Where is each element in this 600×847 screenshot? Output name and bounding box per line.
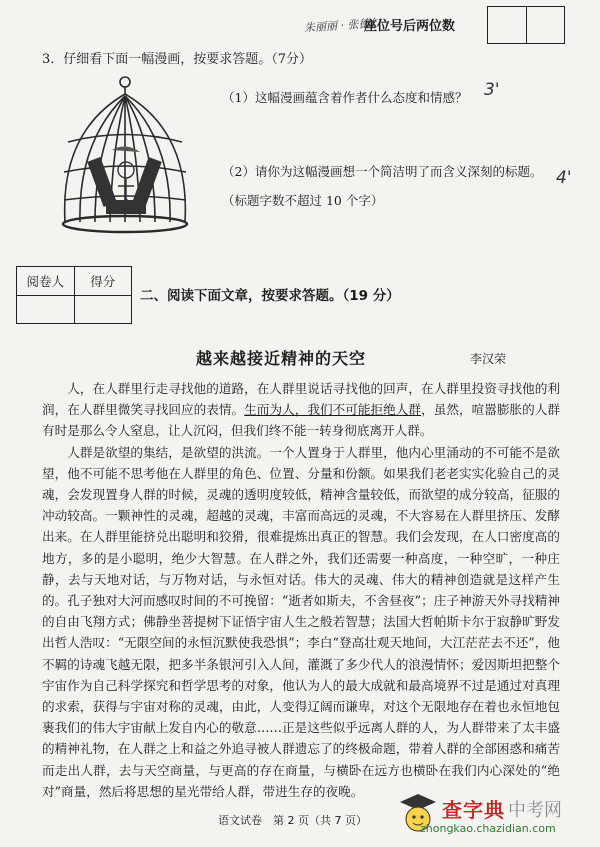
site-watermark-logo (380, 788, 598, 844)
article-body (42, 378, 560, 802)
question-3-part-1: （1）这幅漫画蕴含着作者什么态度和情感？ (222, 90, 468, 105)
seat-number-box[interactable] (487, 6, 565, 44)
article-author: 李汉荣 (470, 352, 507, 366)
reviewer-cell[interactable] (17, 295, 75, 324)
question-3-prompt: 3．仔细看下面一幅漫画，按要求答题。（7分） (42, 52, 313, 67)
seat-number-label: 座位号后两位数 (364, 19, 456, 34)
seat-digit-cell[interactable] (527, 7, 565, 43)
handwritten-score-1: 3' (484, 80, 500, 100)
handwritten-names: 朱丽丽 · 张德仁 (303, 16, 381, 35)
section-2-heading: 二、阅读下面文章，按要求答题。（19 分） (140, 288, 400, 304)
article-paragraph-2: 人群是欲望的集结，是欲望的洪流。一个人置身于人群里，他内心里涌动的不可能不是欲望，他不可能不思考他在人群里的角色、位置、分量和份额。如果我们老老实实化验自己的灵魂，会发现置身人群的时候，灵魂的透明度较低，精神含量较低，而欲望的成分较高，征服的冲动较高。一颗神性的灵魂，超越的灵魂，丰富而高远的灵魂，不大容易在人群里挤压、发酵出来。在人群里能挤兑出聪明和狡猾，很难提炼出真正的智慧。我们会发现，在人口密度高的地方，多的是小聪明，绝少大智慧。在人群之外，我们还需要一种高度，一种空旷，一种庄静，去与天地对话，与万物对话，与永恒对话。伟大的灵魂、伟大的精神创造就是这样产生的。孔子独对大河而感叹时间的不可挽留：“逝者如斯夫，不舍昼夜”；庄子神游天外寻找精神的自由飞翔方式；佛静坐菩提树下证悟宇宙人生之般若智慧；法国大哲帕斯卡尔于寂静旷野发出哲人浩叹：“无限空间的永恒沉默使我恐惧”；李白“登高壮观天地间，大江茫茫去不还”，他不羁的诗魂飞越无限，把多半条银河引入人间，灌溉了多少代人的浪漫情怀；爱因斯坦把整个宇宙作为自己科学探究和哲学思考的对象，他认为人的最大成就和最高境界不过是通过对真理的求索，获得与宇宙对称的灵魂，由此，人变得辽阔而谦卑，对这个无限地存在着也永恒地包裹我们的伟大宇宙献上发自内心的敬意……正是这些似乎远离人群的人，为人群带来了太丰盛的精神礼物，在人群之上和益之外追寻被人群遗忘了的终极命题，带着人群的全部困惑和痛苦而走出人群，去与天空商量，与更高的存在商量，与横卧在远方也横卧在我们内心深处的“绝对”商量，然后将思想的星光带给人群，带进生存的夜晚。 (42, 444, 560, 799)
seat-digit-cell[interactable] (488, 7, 527, 43)
handwritten-score-2: 4' (556, 168, 572, 188)
paragraph-1-text: 人，在人群里行走寻找他的道路，在人群里说话寻找他的回声，在人群里投资寻找他的利润，在人群里微笑寻找回应的表情。 (42, 381, 560, 418)
page-footer: 语文试卷 第 2 页（共 7 页） (218, 814, 367, 827)
article-paragraph-1 (42, 378, 560, 442)
logo-main-text: 查字典 (442, 798, 505, 822)
question-3-note: （标题字数不超过 10 个字） (222, 193, 384, 208)
underlined-sentence: 生而为人，我们不可能拒绝人群 (244, 402, 422, 418)
logo-url-text: zhongkao.chazidian.com (420, 822, 556, 835)
grader-score-table (16, 266, 132, 324)
birdcage-cartoon-image (40, 72, 210, 242)
article-title: 越来越接近精神的天空 (196, 349, 367, 368)
paragraph-1-text-end: ，虽然，喧嚣膨胀的人群有时是那么令人窒息，让人沉闷，但我们终不能一转身彻底离开人群。 (42, 402, 561, 439)
score-cell[interactable] (74, 295, 132, 324)
question-3-part-2: （2）请你为这幅漫画想一个简洁明了而含义深刻的标题。 (222, 164, 543, 179)
logo-sub-text: 中考网 (508, 800, 562, 821)
score-header: 得分 (74, 267, 132, 296)
reviewer-header: 阅卷人 (17, 267, 75, 296)
